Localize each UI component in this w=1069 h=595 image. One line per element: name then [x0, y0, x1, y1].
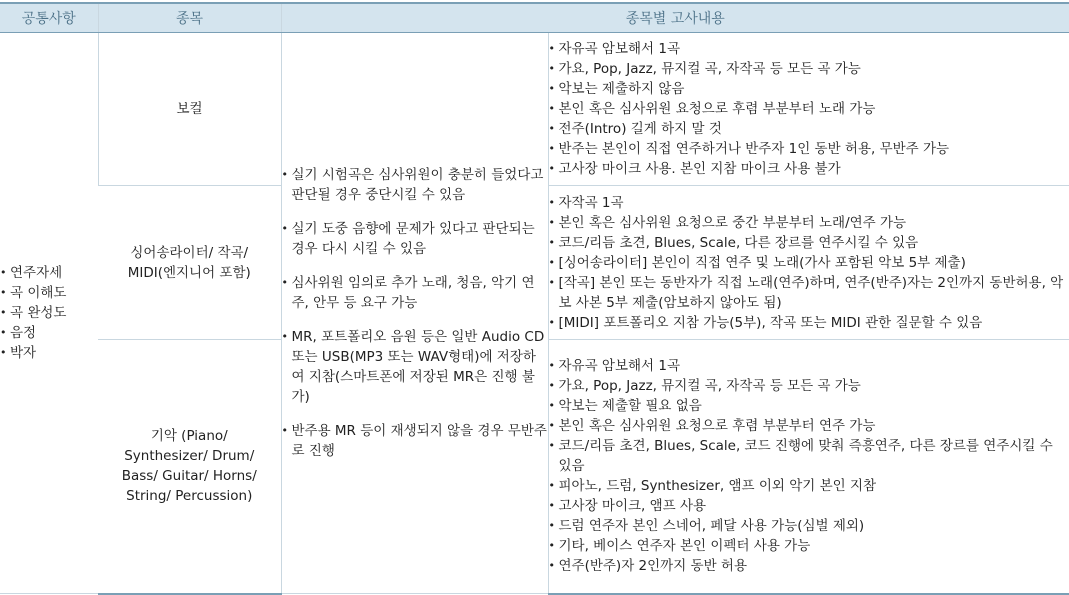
detail-item: • 악보는 제출하지 않음: [549, 79, 1069, 99]
subject-label: 싱어송라이터/ 작곡/ MIDI(엔지니어 포함): [127, 244, 251, 281]
common-item: • 박자: [0, 343, 98, 363]
detail-item: • 본인 혹은 심사위원 요청으로 중간 부분부터 노래/연주 가능: [549, 213, 1069, 233]
details-instrument: [548, 340, 1069, 594]
common-item: • 음정: [0, 323, 98, 343]
detail-item: • 자작곡 1곡: [549, 193, 1069, 213]
general-item: • 심사위원 임의로 추가 노래, 청음, 악기 연주, 안무 등 요구 가능: [282, 273, 548, 313]
detail-item: • 본인 혹은 심사위원 요청으로 후렴 부분부터 노래 가능: [549, 99, 1069, 119]
detail-item: • [싱어송라이터] 본인이 직접 연주 및 노래(가사 포함된 악보 5부 제출): [549, 253, 1069, 273]
general-item: • MR, 포트폴리오 음원 등은 일반 Audio CD 또는 USB(MP3 또는 WAV형태)에 저장하여 지참(스마트폰에 저장된 MR은 진행 불가): [282, 327, 548, 407]
details-list: [549, 39, 1069, 179]
detail-item: • 드럼 연주자 본인 스네어, 페달 사용 가능(심벌 제외): [549, 516, 1069, 536]
detail-item: • 자유곡 암보해서 1곡: [549, 39, 1069, 59]
table-row: [0, 33, 1069, 186]
detail-item: • 전주(Intro) 길게 하지 말 것: [549, 119, 1069, 139]
exam-table: [0, 2, 1069, 595]
detail-item: • 기타, 베이스 연주자 본인 이펙터 사용 가능: [549, 536, 1069, 556]
detail-item: • 가요, Pop, Jazz, 뮤지컬 곡, 자작곡 등 모든 곡 가능: [549, 59, 1069, 79]
subject-songwriter: [98, 186, 281, 340]
common-item: • 곡 완성도: [0, 303, 98, 323]
general-item: • 반주용 MR 등이 재생되지 않을 경우 무반주로 진행: [282, 421, 548, 461]
details-list: [549, 356, 1069, 576]
general-cell: [281, 33, 548, 594]
detail-item: • 본인 혹은 심사위원 요청으로 후렴 부분부터 연주 가능: [549, 416, 1069, 436]
header-row: [0, 3, 1069, 33]
common-item: • 곡 이해도: [0, 283, 98, 303]
common-list: [0, 263, 98, 363]
general-item: • 실기 시험곡은 심사위원이 충분히 들었다고 판단될 경우 중단시킬 수 있음: [282, 165, 548, 205]
common-cell: [0, 33, 98, 594]
detail-item: • 코드/리듬 초견, Blues, Scale, 다른 장르를 연주시킬 수 있음: [549, 233, 1069, 253]
detail-item: • 코드/리듬 초견, Blues, Scale, 코드 진행에 맞춰 즉흥연주, 다른 장르를 연주시킬 수 있음: [549, 436, 1069, 476]
detail-item: • 연주(반주)자 2인까지 동반 허용: [549, 556, 1069, 576]
details-list: [549, 193, 1069, 333]
general-item: • 실기 도중 음향에 문제가 있다고 판단되는 경우 다시 시킬 수 있음: [282, 219, 548, 259]
details-vocal: [548, 33, 1069, 186]
detail-item: • 악보는 제출할 필요 없음: [549, 396, 1069, 416]
header-common: 공통사항: [0, 3, 98, 33]
header-subject: 종목: [98, 3, 281, 33]
header-details: 종목별 고사내용: [281, 3, 1069, 33]
detail-item: • 반주는 본인이 직접 연주하거나 반주자 1인 동반 허용, 무반주 가능: [549, 139, 1069, 159]
general-list: [282, 165, 548, 461]
details-songwriter: [548, 186, 1069, 340]
detail-item: • 가요, Pop, Jazz, 뮤지컬 곡, 자작곡 등 모든 곡 가능: [549, 376, 1069, 396]
detail-item: • 피아노, 드럼, Synthesizer, 앰프 이외 악기 본인 지참: [549, 476, 1069, 496]
detail-item: • 자유곡 암보해서 1곡: [549, 356, 1069, 376]
detail-item: • [MIDI] 포트폴리오 지참 가능(5부), 작곡 또는 MIDI 관한 질문할 수 있음: [549, 313, 1069, 333]
subject-instrument: [98, 340, 281, 594]
subject-label: 기악 (Piano/ Synthesizer/ Drum/ Bass/ Guitar/ Horns/ String/ Percussion): [121, 428, 257, 505]
subject-vocal: 보컬: [98, 33, 281, 186]
detail-item: • 고사장 마이크, 앰프 사용: [549, 496, 1069, 516]
detail-item: • [작곡] 본인 또는 동반자가 직접 노래(연주)하며, 연주(반주)자는 2인까지 동반허용, 악보 사본 5부 제출(암보하지 않아도 됨): [549, 273, 1069, 313]
detail-item: • 고사장 마이크 사용. 본인 지참 마이크 사용 불가: [549, 159, 1069, 179]
common-item: • 연주자세: [0, 263, 98, 283]
